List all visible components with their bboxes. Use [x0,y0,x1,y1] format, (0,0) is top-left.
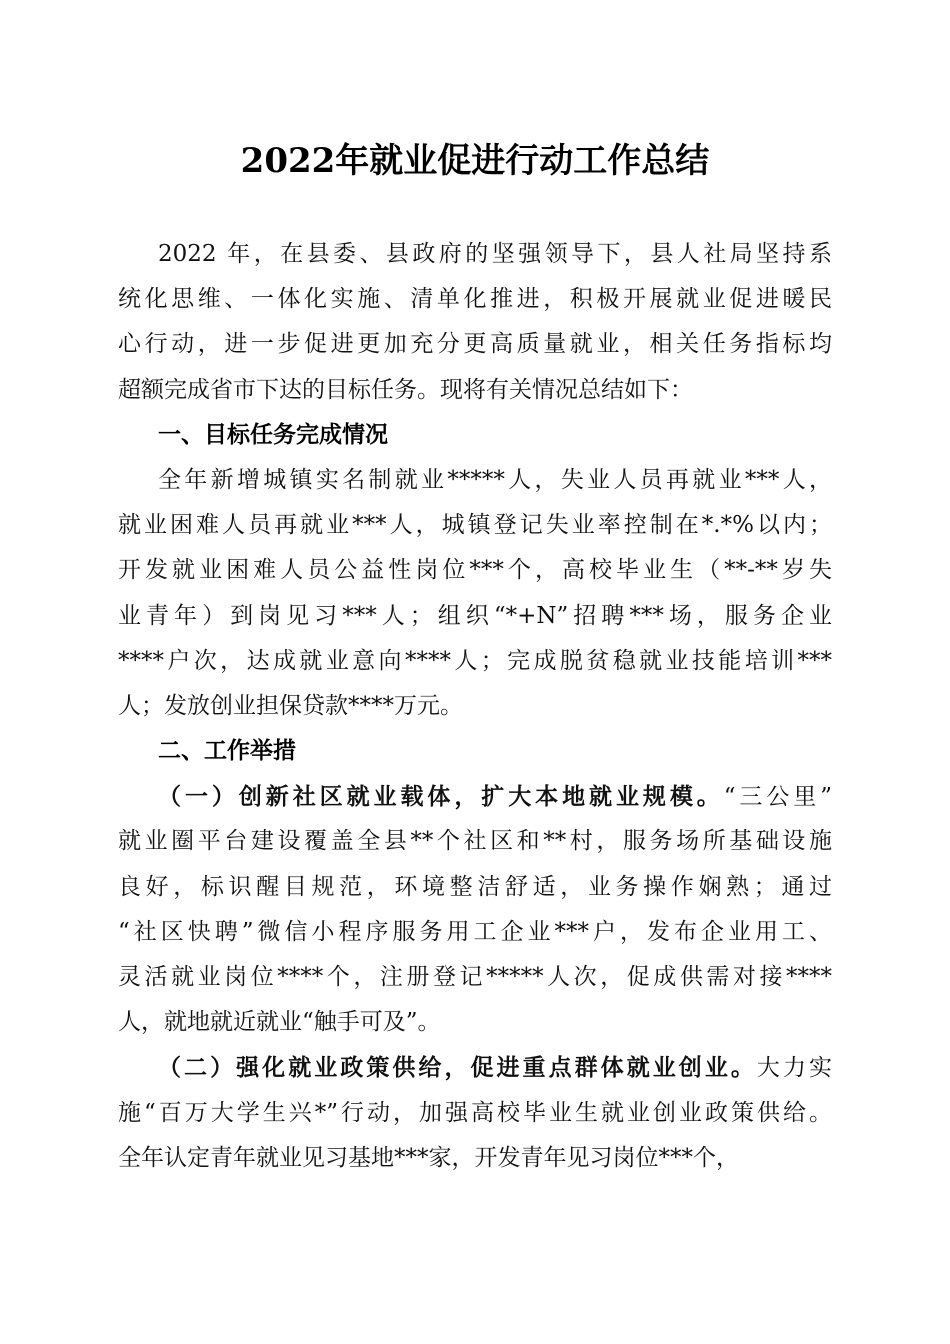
section1-line: 全年新增城镇实名制就业*****人，失业人员再就业***人， [158,466,833,493]
section1-line: 开发就业困难人员公益性岗位***个，高校毕业生（**-**岁失 [118,557,832,584]
intro-line: 统化思维、一体化实施、清单化推进，积极开展就业促进暖民 [118,286,832,313]
section1-line: 业青年）到岗见习***人；组织“*+N”招聘***场，服务企业 [118,602,832,629]
section1-line: 就业困难人员再就业***人，城镇登记失业率控制在*.*%以内； [118,512,832,539]
item2-line: 施“百万大学生兴*”行动，加强高校毕业生就业创业政策供给。 [118,1099,832,1126]
item1-line: 良好，标识醒目规范，环境整洁舒适，业务操作娴熟；通过 [118,873,832,900]
item2-line: 全年认定青年就业见习基地***家，开发青年见习岗位***个， [118,1144,739,1171]
section-heading-targets: 一、目标任务完成情况 [158,421,388,448]
document-body [118,232,832,1181]
item1-first-line [118,774,832,819]
intro-line: 2022 年，在县委、县政府的坚强领导下，县人社局坚持系 [158,241,832,267]
item1-lead: （一）创新社区就业载体，扩大本地就业规模。 [158,783,724,811]
intro-line: 心行动，进一步促进更加充分更高质量就业，相关任务指标均 [118,331,832,358]
item1-line: 人，就地就近就业“触手可及”。 [118,1009,441,1036]
item2-text: 大力实 [756,1055,833,1082]
item2-lead: （二）强化就业政策供给，促进重点群体就业创业。 [158,1054,757,1082]
section1-line: 人；发放创业担保贷款****万元。 [118,692,463,719]
item2-first-line [118,1045,832,1090]
section1-line: ****户次，达成就业意向****人；完成脱贫稳就业技能培训*** [118,647,832,674]
item1-text: “三公里” [723,784,832,811]
item1-line: 灵活就业岗位****个，注册登记*****人次，促成供需对接**** [118,964,832,990]
document-title: 2022年就业促进行动工作总结 [240,141,710,181]
item1-line: 就业圈平台建设覆盖全县**个社区和**村，服务场所基础设施 [118,828,832,855]
intro-line: 超额完成省市下达的目标任务。现将有关情况总结如下： [118,376,693,403]
item1-line: “社区快聘”微信小程序服务用工企业***户，发布企业用工、 [118,918,832,945]
section-heading-measures: 二、工作举措 [158,738,296,765]
